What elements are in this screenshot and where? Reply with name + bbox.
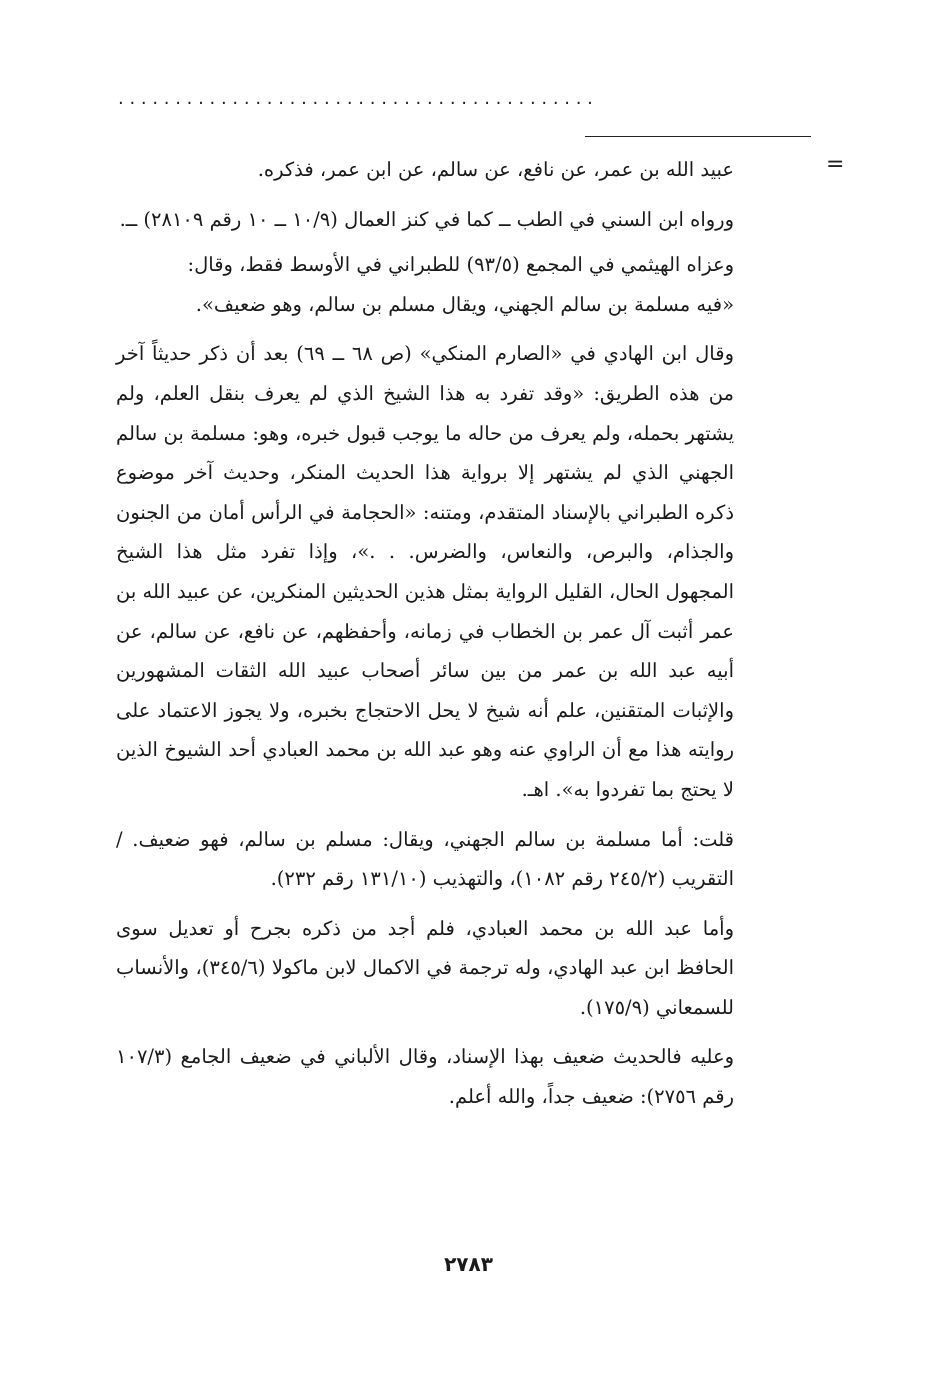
paragraph-ibn-sunni: ورواه ابن السني في الطب ــ كما في كنز العمال (١٠/٩ ــ ١٠ رقم ٢٨١٠٩) ــ. [119,207,734,231]
paragraph-qultu: قلت: أما مسلمة بن سالم الجهني، ويقال: مسلم بن سالم، فهو ضعيف. / التقريب (٢٤٥/٢ رقم ١٠٨٢)، والتهذيب (١٣١/١٠ رقم ٢٣٢). [116,827,734,891]
footnote-text [116,150,734,1117]
dotted-separator: . . . . . . . . . . . . . . . . . . . . . . . . . . . . . . . . . . . . . . . . . . [118,88,593,109]
footnote-rule [585,136,811,137]
paragraph-conclusion: وعليه فالحديث ضعيف بهذا الإسناد، وقال الألباني في ضعيف الجامع (١٠٧/٣ رقم ٢٧٥٦): ضعيف جداً، والله أعلم. [116,1045,734,1109]
paragraph-haythami: وعزاه الهيثمي في المجمع (٩٣/٥) للطبراني في الأوسط فقط، وقال: [187,253,734,277]
paragraph-haythami-quote: «فيه مسلمة بن سالم الجهني، ويقال مسلم بن سالم، وهو ضعيف». [195,292,734,316]
paragraph-ibn-hadi: وقال ابن الهادي في «الصارم المنكي» (ص ٦٨ ــ ٦٩) بعد أن ذكر حديثاً آخر من هذه الطريق: «وقد تفرد به هذا الشيخ الذي لم يعرف بنقل العلم، ولم يشتهر بحمله، ولم يعرف من حاله ما يوجب قبول خبره، وهو: مسلمة بن سالم الجهني الذي لم يشتهر إلا برواية هذا الحديث المنكر، وحديث آخر موضوع ذكره الطبراني بالإسناد المتقدم، ومتنه: «الحجامة في الرأس أمان من الجنون والجذام، والبرص، والنعاس، والضرس. . .»، وإذا تفرد مثل هذا الشيخ المجهول الحال، القليل الرواية بمثل هذين الحديثين المنكرين، عن عبيد الله بن عمر أثبت آل عمر بن الخطاب في زمانه، وأحفظهم، عن نافع، عن سالم، عن أبيه عبد الله بن عمر من بين سائر أصحاب عبيد الله الثقات المشهورين والإثبات المتقنين، علم أنه شيخ لا يحل الاحتجاج بخبره، ولا يجوز الاعتماد على روايته هذا مع أن الراوي عنه وهو عبد الله بن محمد العبادي أحد الشيوخ الذين لا يحتج بما تفردوا به». اهـ. [116,342,734,801]
continuation-mark: = [826,152,845,177]
paragraph-isnad: عبيد الله بن عمر، عن نافع، عن سالم، عن ابن عمر، فذكره. [257,158,734,181]
paragraph-abbadi: وأما عبد الله بن محمد العبادي، فلم أجد من ذكره بجرح أو تعديل سوى الحافظ ابن عبد الهادي، وله ترجمة في الاكمال لابن ماكولا (٣٤٥/٦)، والأنساب للسمعاني (١٧٥/٩). [116,916,734,1019]
page-number: ٢٧٨٣ [444,1252,493,1276]
